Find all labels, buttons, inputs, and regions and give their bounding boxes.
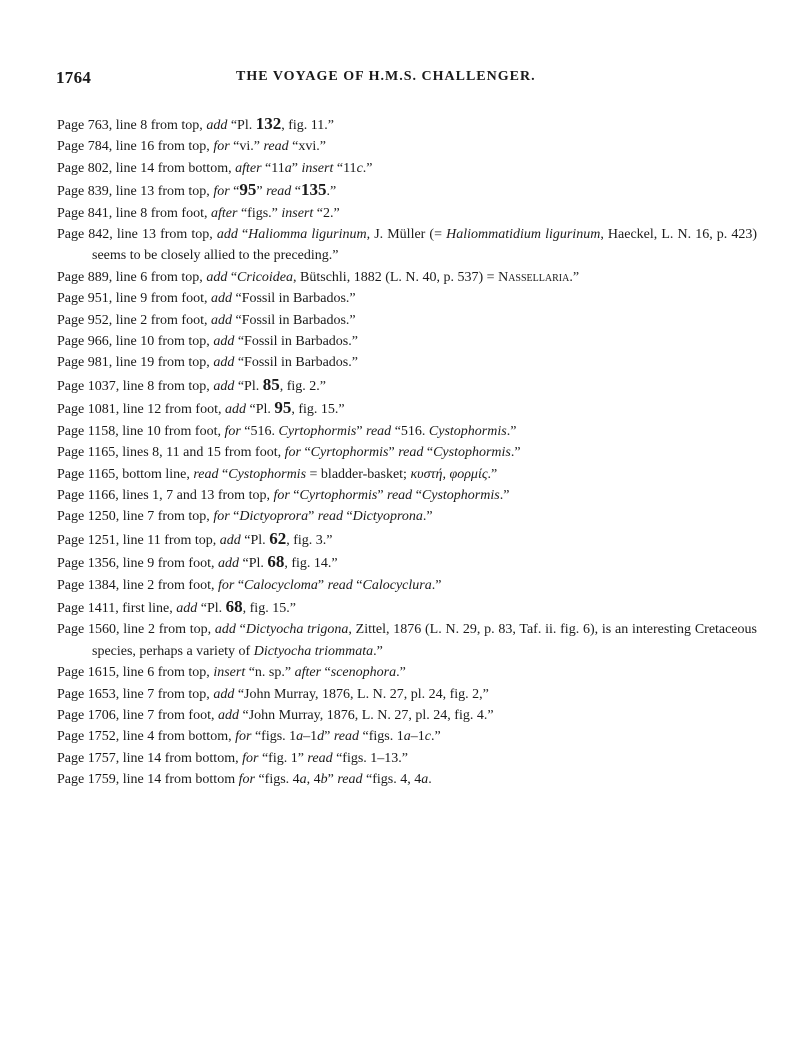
errata-entry: Page 1757, line 14 from bottom, for “fig. 1” read “figs. 1–13.” [57, 750, 409, 766]
errata-entry: Page 981, line 19 from top, add “Fossil in Barbados.” [57, 355, 358, 371]
errata-entry: Page 1251, line 11 from top, add “Pl. 62, fig. 3.” [57, 528, 333, 548]
errata-entry: Page 1653, line 7 from top, add “John Murray, 1876, L. N. 27, pl. 24, fig. 2,” [57, 686, 489, 702]
errata-entry: Page 1356, line 9 from foot, add “Pl. 68, fig. 14.” [57, 552, 338, 572]
errata-entry: Page 1081, line 12 from foot, add “Pl. 95, fig. 15.” [57, 398, 345, 418]
running-title: THE VOYAGE OF H.M.S. CHALLENGER. [236, 69, 536, 84]
errata-entry: Page 966, line 10 from top, add “Fossil in Barbados.” [57, 334, 358, 350]
errata-entry: Page 842, line 13 from top, add “Haliomma ligurinum, J. Müller (= Haliommatidium ligurinum, Haeckel, L. N. 16, p. 423) seems to be closely allied to the preceding.” [57, 227, 758, 264]
errata-entry: Page 1384, line 2 from foot, for “Calocycloma” read “Calocyclura.” [57, 577, 442, 593]
errata-entry: Page 839, line 13 from top, for “95” read “135.” [57, 180, 337, 200]
errata-entry: Page 1706, line 7 from foot, add “John Murray, 1876, L. N. 27, pl. 24, fig. 4.” [57, 707, 494, 723]
page-number: 1764 [56, 68, 92, 87]
errata-entry: Page 1560, line 2 from top, add “Dictyocha trigona, Zittel, 1876 (L. N. 29, p. 83, Taf. ii. fig. 6), is an interesting Cretaceous species, perhaps a variety of Dictyocha triommata.” [57, 622, 758, 659]
errata-entry: Page 1759, line 14 from bottom for “figs. 4a, 4b” read “figs. 4, 4a. [57, 772, 432, 788]
errata-entry: Page 889, line 6 from top, add “Cricoidea, Bütschli, 1882 (L. N. 40, p. 537) = Nassellaria.” [57, 269, 580, 285]
errata-entry: Page 1411, first line, add “Pl. 68, fig. 15.” [57, 596, 296, 616]
errata-list [57, 113, 757, 791]
errata-entry: Page 1165, bottom line, read “Cystophormis = bladder-basket; κυστή, φορμίς.” [57, 466, 498, 482]
errata-entry: Page 1158, line 10 from foot, for “516. Cyrtophormis” read “516. Cystophormis.” [57, 423, 517, 439]
errata-entry: Page 1037, line 8 from top, add “Pl. 85, fig. 2.” [57, 374, 326, 394]
errata-entry: Page 1752, line 4 from bottom, for “figs. 1a–1d” read “figs. 1a–1c.” [57, 729, 441, 745]
errata-entry: Page 951, line 9 from foot, add “Fossil in Barbados.” [57, 291, 356, 307]
errata-entry: Page 1165, lines 8, 11 and 15 from foot, for “Cyrtophormis” read “Cystophormis.” [57, 445, 521, 461]
errata-entry: Page 763, line 8 from top, add “Pl. 132, fig. 11.” [57, 114, 334, 133]
errata-entry: Page 841, line 8 from foot, after “figs.” insert “2.” [57, 205, 340, 221]
errata-entry: Page 1166, lines 1, 7 and 13 from top, for “Cyrtophormis” read “Cystophormis.” [57, 487, 510, 503]
errata-entry: Page 802, line 14 from bottom, after “11a” insert “11c.” [57, 160, 373, 176]
errata-entry: Page 1250, line 7 from top, for “Dictyoprora” read “Dictyoprona.” [57, 509, 433, 525]
errata-entry: Page 784, line 16 from top, for “vi.” read “xvi.” [57, 139, 326, 155]
errata-entry: Page 952, line 2 from foot, add “Fossil in Barbados.” [57, 312, 356, 328]
errata-entry: Page 1615, line 6 from top, insert “n. sp.” after “scenophora.” [57, 665, 406, 681]
page-header [56, 68, 756, 92]
